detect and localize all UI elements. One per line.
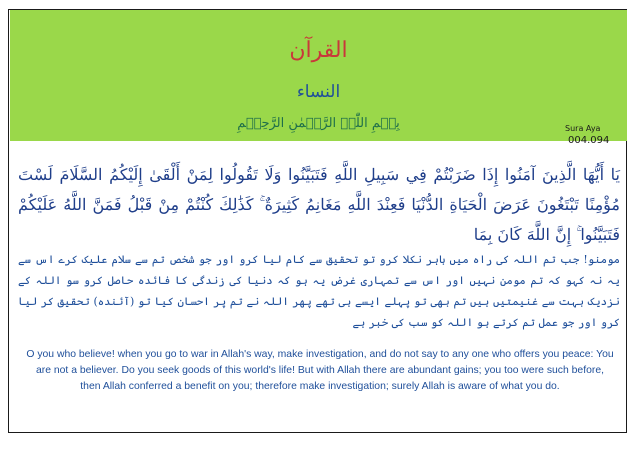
urdu-translation: مومنو! جب تم اللہ کی راہ میں باہر نکلا کرو تو تحقیق سے کام لیا کرو اور جو شخص تم سے سلام علیک کرے اس سے یہ نہ کہو کہ تم مومن نہیں اور اس سے تمہاری غرض یہ ہو کہ دنیا کی زندگی کا فائدہ حاصل کرو سو اللہ کے نزدیک بہت سے غنیمتیں ہیں تم بھی تو پہلے ایسے ہی تھے پھر اللہ نے تم پر احسان کیا تو (آئندہ) تحقیق کر لیا کرو اور جو عمل تم کرتے ہو اللہ کو سب کی خبر ہے — [18, 253, 620, 329]
english-translation: O you who believe! when you go to war in Allah's way, make investigation, and do not say to any one who offers you peace: You are not a believer. Do you seek goods of this world's life! But with Allah there are abundant gains; you too were such before, then Allah conferred a benefit on you; therefore make investigation; surely Allah is aware of what you do. — [26, 349, 614, 392]
arabic-verse: يَا أَيُّهَا الَّذِينَ آمَنُوا إِذَا ضَرَبْتُمْ فِي سَبِيلِ اللَّهِ فَتَبَيَّنُوا وَلَا تَقُولُوا لِمَنْ أَلْقَىٰ إِلَيْكُمُ السَّلَامَ لَسْتَ مُؤْمِنًا تَبْتَغُونَ عَرَضَ الْحَيَاةِ الدُّنْيَا فَعِنْدَ اللَّهِ مَغَانِمُ كَثِيرَةٌ ۚ كَذَٰلِكَ كُنْتُمْ مِنْ قَبْلُ فَمَنَّ اللَّهُ عَلَيْكُمْ فَتَبَيَّنُوا ۚ إِنَّ اللَّهَ كَانَ بِمَا — [18, 165, 620, 244]
sura-aya-label: Sura Aya — [565, 124, 601, 133]
page-title: القرآن — [289, 38, 348, 63]
header-banner — [10, 10, 627, 146]
sura-name: النساء — [296, 82, 341, 102]
sura-aya-number: 004.094 — [568, 135, 610, 146]
bismillah-text: بِسۡمِ اللّٰہِ الرَّحۡمٰنِ الرَّحِیۡمِ — [237, 116, 400, 131]
